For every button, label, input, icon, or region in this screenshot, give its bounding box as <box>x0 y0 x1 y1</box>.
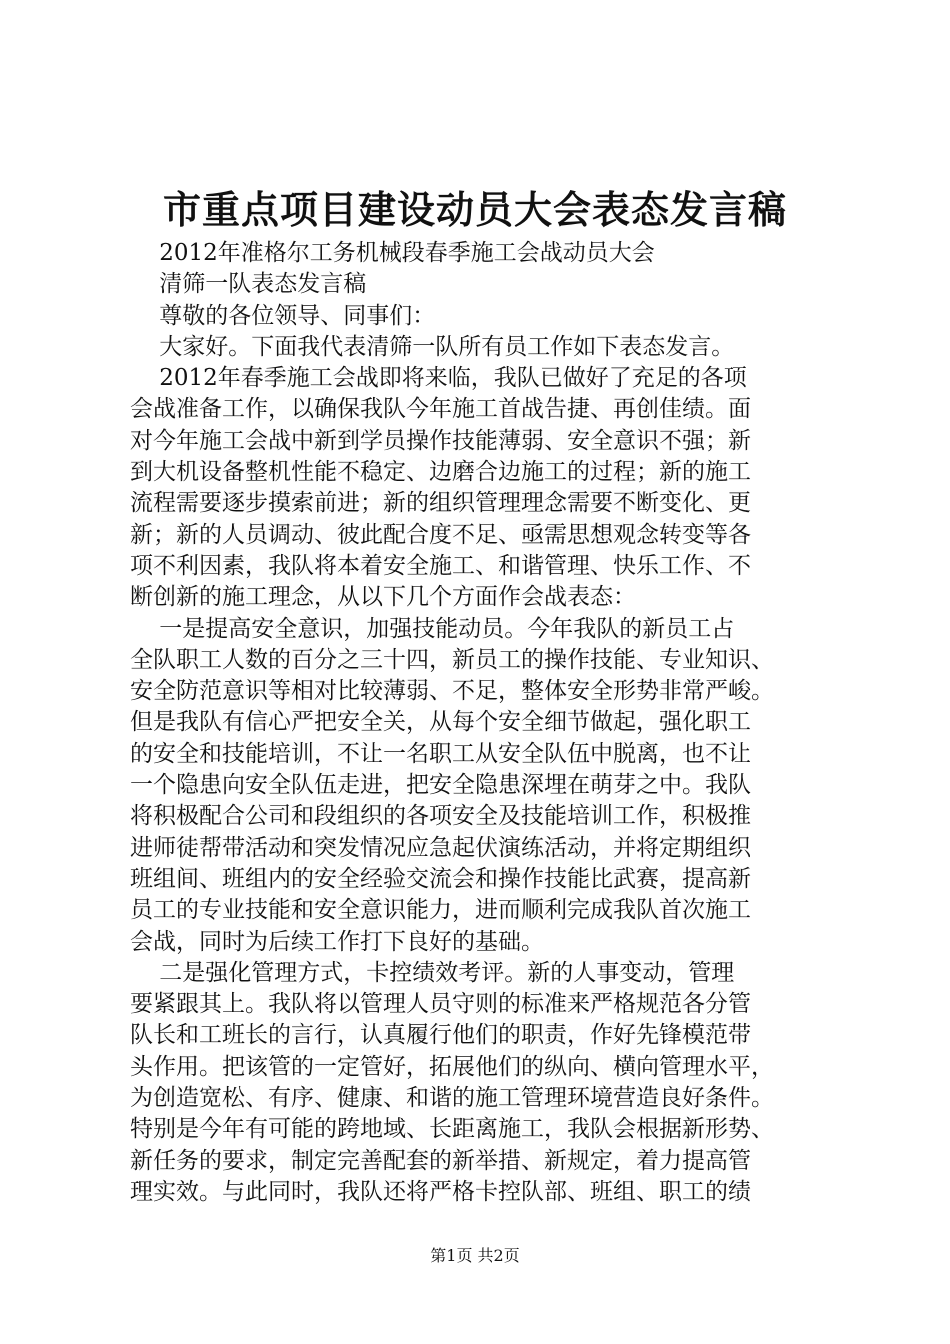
body-line: 全队职工人数的百分之三十四，新员工的操作技能、专业知识、 <box>130 646 774 673</box>
body-line: 对今年施工会战中新到学员操作技能薄弱、安全意识不强；新 <box>130 427 751 454</box>
body-line: 流程需要逐步摸索前进；新的组织管理理念需要不断变化、更 <box>130 490 751 517</box>
body-line: 二是强化管理方式，卡控绩效考评。新的人事变动，管理 <box>130 959 735 986</box>
body-line: 特别是今年有可能的跨地域、长距离施工，我队会根据新形势、 <box>130 1116 774 1143</box>
body-line: 会战，同时为后续工作打下良好的基础。 <box>130 928 544 955</box>
body-line: 新任务的要求，制定完善配套的新举措、新规定，着力提高管 <box>130 1147 751 1174</box>
body-line: 到大机设备整机性能不稳定、边磨合边施工的过程；新的施工 <box>130 459 751 486</box>
body-line: 班组间、班组内的安全经验交流会和操作技能比武赛，提高新 <box>130 865 751 892</box>
body-line: 将积极配合公司和段组织的各项安全及技能培训工作，积极推 <box>130 803 751 830</box>
page-number: 第1页 共2页 <box>430 1246 520 1265</box>
body-line: 一是提高安全意识，加强技能动员。今年我队的新员工占 <box>130 615 735 642</box>
body-line: 队长和工班长的言行，认真履行他们的职责，作好先锋模范带 <box>130 1022 751 1049</box>
body-line: 断创新的施工理念，从以下几个方面作会战表态： <box>130 584 636 611</box>
body-line: 安全防范意识等相对比较薄弱、不足，整体安全形势非常严峻。 <box>130 678 774 705</box>
document-body <box>130 238 860 1208</box>
body-line: 一个隐患向安全队伍走进，把安全隐患深埋在萌芽之中。我队 <box>130 772 751 799</box>
body-line: 会战准备工作，以确保我队今年施工首战告捷、再创佳绩。面 <box>130 396 751 423</box>
body-line: 进师徒帮带活动和突发情况应急起伏演练活动，并将定期组织 <box>130 834 751 861</box>
body-line: 员工的专业技能和安全意识能力，进而顺利完成我队首次施工 <box>130 897 751 924</box>
body-line: 的安全和技能培训，不让一名职工从安全队伍中脱离，也不让 <box>130 740 751 767</box>
body-line: 2012年春季施工会战即将来临，我队已做好了充足的各项 <box>130 365 747 392</box>
body-line: 项不利因素，我队将本着安全施工、和谐管理、快乐工作、不 <box>130 552 751 579</box>
body-line: 理实效。与此同时，我队还将严格卡控队部、班组、职工的绩 <box>130 1178 751 1205</box>
body-line: 为创造宽松、有序、健康、和谐的施工管理环境营造良好条件。 <box>130 1085 774 1112</box>
body-line: 尊敬的各位领导、同事们： <box>130 302 436 329</box>
body-line: 2012年准格尔工务机械段春季施工会战动员大会 <box>130 240 655 266</box>
body-line: 清筛一队表态发言稿 <box>130 271 367 298</box>
body-line: 要紧跟其上。我队将以管理人员守则的标准来严格规范各分管 <box>130 991 751 1018</box>
body-line: 大家好。下面我代表清筛一队所有员工作如下表态发言。 <box>130 333 735 360</box>
body-line: 新；新的人员调动、彼此配合度不足、亟需思想观念转变等各 <box>130 521 751 548</box>
body-line: 头作用。把该管的一定管好，拓展他们的纵向、横向管理水平， <box>130 1053 774 1080</box>
document-title: 市重点项目建设动员大会表态发言稿 <box>162 187 787 232</box>
body-line: 但是我队有信心严把安全关，从每个安全细节做起，强化职工 <box>130 709 751 736</box>
